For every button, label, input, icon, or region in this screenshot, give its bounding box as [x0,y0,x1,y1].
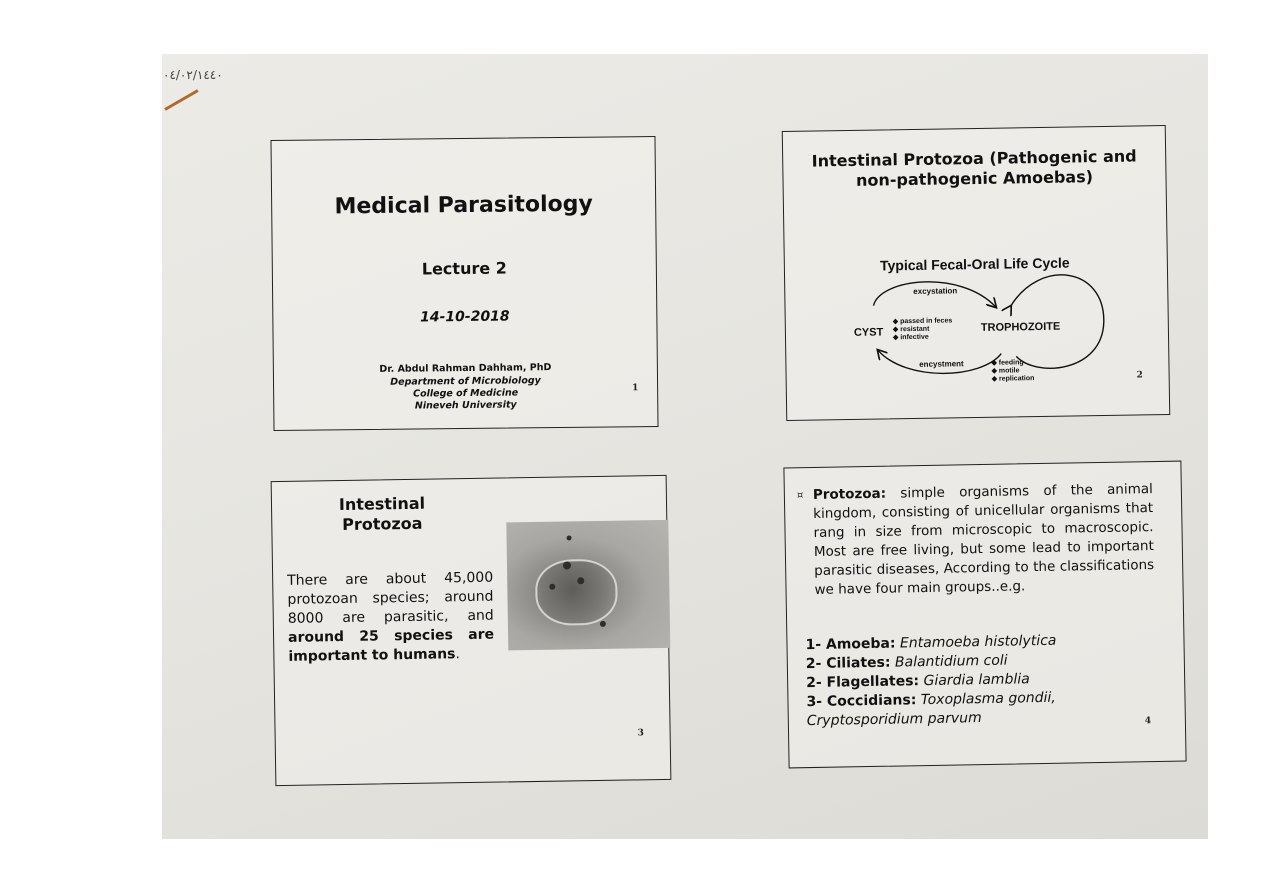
amoeba-cell [535,559,618,626]
slide-3-body [287,569,494,667]
slide-3 [271,475,672,786]
university: Nineveh University [414,399,517,412]
slide-1 [270,136,658,431]
nucleus-dot [600,621,606,627]
trophozoite-label: TROPHOZOITE [980,320,1061,334]
body-text: simple organisms of the animal kingdom, consisting of unicellular organisms that rang in size from microscopic to macroscopic. Most are free living, but some lead to important parasitic diseases, According to the classifications we have four main groups..e.g. [813,481,1155,598]
troph-prop: ◆ motile [991,367,1020,375]
body-lead: Protozoa: [812,485,887,503]
troph-prop: ◆ feeding [991,359,1024,367]
encystment-label: encystment [919,359,964,369]
life-cycle-diagram [783,126,1172,422]
list-item: 1- Amoeba: Entamoeba histolytica [805,632,1057,654]
college: College of Medicine [413,387,519,400]
list-item: 2- Ciliates: Balantidium coli [805,652,1008,673]
author: Dr. Abdul Rahman Dahham, PhD [379,362,552,375]
slide-2 [782,125,1171,421]
slide-2-title-line2: non-pathogenic Amoebas) [855,167,1094,190]
list-item: 2- Flagellates: Giardia lamblia [806,671,1030,692]
troph-prop: ◆ replication [991,375,1035,383]
amoeba-micrograph [506,520,670,651]
slide-4-body [813,480,1155,600]
nucleus-dot [577,577,584,584]
list-item: 3- Coccidians: Toxoplasma gondii, [806,689,1056,711]
nucleus-dot [549,584,555,590]
lecture-date: 14-10-2018 [419,308,510,326]
department: Department of Microbiology [390,375,541,388]
cyst-prop: ◆ infective [892,333,929,342]
nucleus-dot [563,561,571,569]
excystation-label: excystation [913,286,958,296]
bullet-icon: ¤ [796,490,804,502]
page-number: 3 [637,728,644,739]
slide-3-title [312,493,453,535]
handwritten-date: ٠٤/٠٢/١٤٤٠ [163,68,223,82]
group-list [805,630,1157,731]
cyst-prop: ◆ resistant [892,325,930,334]
slide-4 [783,461,1186,769]
list-item: Cryptosporidium parvum [806,710,982,730]
body-end: . [455,646,461,663]
nucleus-dot [567,535,572,540]
lecture-label: Lecture 2 [421,258,507,279]
page-number: 1 [632,383,639,394]
title-line: Intestinal [338,493,426,515]
slide-2-title-line1: Intestinal Protozoa (Pathogenic and [811,146,1137,171]
body-text: There are about 45,000 protozoan species; around 8000 are parasitic, and [287,569,494,627]
diagram-title: Typical Fecal-Oral Life Cycle [879,254,1070,274]
slide-1-title: Medical Parasitology [334,191,593,220]
body-emphasis: around 25 species are important to humans [287,626,495,665]
page-number: 2 [1136,370,1143,381]
cyst-label: CYST [853,326,884,339]
cyst-prop: ◆ passed in feces [892,317,953,326]
page-number: 4 [1144,716,1152,727]
title-line: Protozoa [341,513,423,535]
